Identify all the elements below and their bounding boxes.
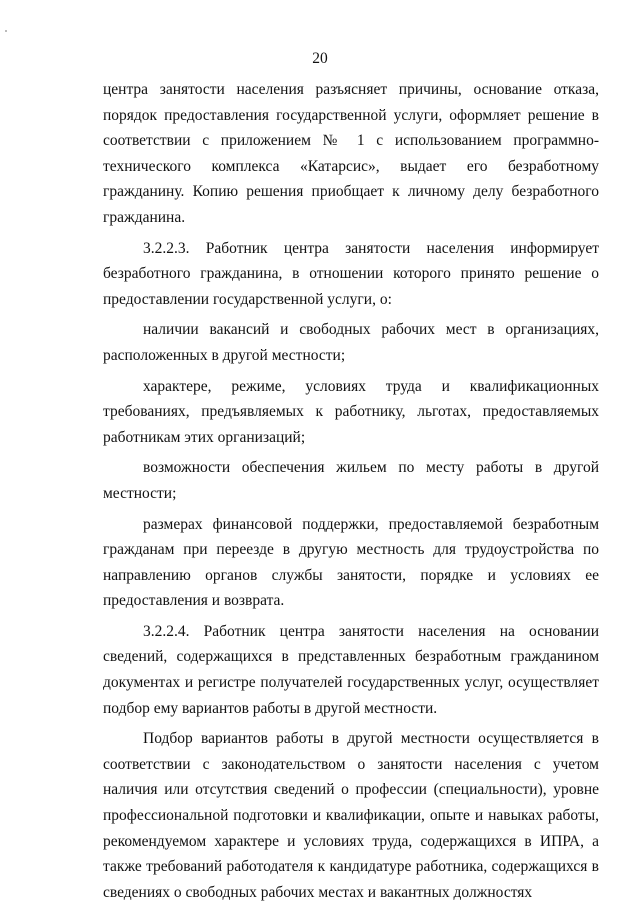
list-item-work-conditions: характере, режиме, условиях труда и квалификационных требованиях, предъявляемых к работнику, льготах, предоставляемых работникам этих организаций; bbox=[103, 377, 599, 446]
paragraph-continuation: центра занятости населения разъясняет причины, основание отказа, порядок предоставления государственной услуги, оформляет решение в соответствии с приложением № 1 с использованием программно-технического комплекса «Катарсис», выдает его безработному гражданину. Копию решения приобщает к личному делу безработного гражданина. bbox=[103, 81, 599, 226]
list-item-vacancies: наличии вакансий и свободных рабочих мест в организациях, расположенных в другой местности; bbox=[103, 321, 599, 364]
page-number: 20 bbox=[312, 50, 328, 67]
paragraph-job-selection: Подбор вариантов работы в другой местности осуществляется в соответствии с законодательством о занятости населения с учетом наличия или отсутствия сведений о профессии (специальности), уровне профессиональной подготовки и квалификации, опыте и навыках работы, рекомендуемом характере и условиях труда, содержащихся в ИПРА, а также требований работодателя к кандидатуре работника, содержащихся в сведениях о свободных рабочих местах и вакантных должностях bbox=[103, 730, 599, 901]
document-body bbox=[103, 77, 599, 901]
scan-artifact bbox=[5, 30, 7, 32]
list-item-financial-support: размерах финансовой поддержки, предоставляемой безработным гражданам при переезде в другую местность для трудоустройства по направлению органов службы занятости, порядке и условиях ее предоставления и возврата. bbox=[103, 515, 599, 610]
list-item-housing: возможности обеспечения жильем по месту работы в другой местности; bbox=[103, 459, 599, 502]
paragraph-3-2-2-3: 3.2.2.3. Работник центра занятости населения информирует безработного гражданина, в отношении которого принято решение о предоставлении государственной услуги, о: bbox=[103, 239, 599, 308]
paragraph-3-2-2-4: 3.2.2.4. Работник центра занятости населения на основании сведений, содержащихся в представленных безработным гражданином документах и регистре получателей государственных услуг, осуществляет подбор ему вариантов работы в другой местности. bbox=[103, 622, 599, 717]
